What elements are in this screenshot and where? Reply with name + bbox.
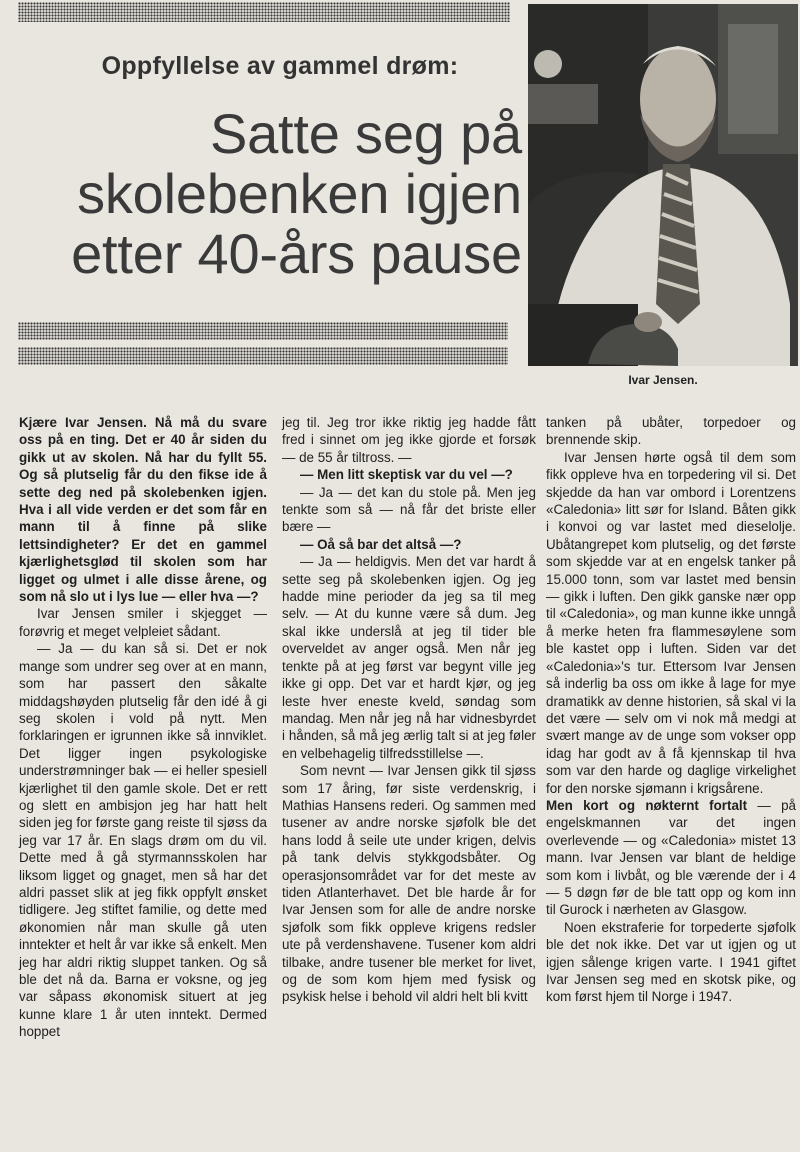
paragraph: tanken på ubåter, torpedoer og brennende skip. [546, 415, 796, 448]
article-kicker: Oppfyllelse av gammel drøm: [101, 52, 459, 80]
question: — Oå så bar det altså —? [300, 536, 462, 552]
paragraph: — Ja — det kan du stole på. Men jeg tenkte som så — nå får det briste eller bære — [282, 484, 536, 535]
paragraph: — Ja — heldigvis. Men det var hardt å sette seg på skolebenken igjen. Og jeg hadde mine perioder da jeg sa til meg selv. — At du kunne være så dum. Jeg skal ikke underslå at jeg til tider ble overveldet av anger også. Men når jeg tenkte på at jeg først var begynt ville jeg ikke gi opp. Det var et hardt kjør, og jeg leste hver eneste kveld, søndag som mandag. Men når jeg nå har vidnesbyrdet i hånden, så må jeg ærlig talt si at jeg føler en velbehagelig tilfredsstillelse —. [282, 554, 536, 761]
question: — Men litt skeptisk var du vel —? [300, 467, 513, 483]
portrait-photo [528, 4, 798, 366]
article-column-2 [282, 414, 536, 1006]
hatch-band-2 [18, 347, 508, 365]
photo-caption: Ivar Jensen. [628, 373, 698, 387]
article-column-3 [546, 414, 796, 1006]
lead-paragraph: Kjære Ivar Jensen. Nå må du svare oss på en ting. Det er 40 år siden du gikk ut av skolen. Nå har du fyllt 55. Og så plutselig får du den fikse ide å sette deg ned på skolebenken igjen. Hva i all vide verden er det som får en mann til å finne på slike lettsindigheter? Er det en gammel kjærlighetsglød til skolen som har ligget og ulmet i alle disse årene, og som nå slo ut i lys lue — eller hva —? [19, 415, 267, 605]
paragraph: jeg til. Jeg tror ikke riktig jeg hadde fått fred i sinnet om jeg ikke gjorde et forsøk — de 55 år tiltross. — [282, 415, 536, 465]
headline-line-3: etter 40-års pause [71, 222, 522, 285]
top-hatch-band [18, 2, 510, 22]
portrait-illustration [528, 4, 798, 366]
paragraph-subhead: Men kort og nøkternt fortalt — på engelskmannen var det ingen overlevende — og «Caledonia» mistet 13 mann. Ivar Jensen var blant de heldige som kom i livbåt, og ble værende der i 4 — 5 døgn før de ble tatt opp og kom inn til Gurock i nærheten av Glasgow. [546, 797, 796, 918]
hatch-band-1 [18, 322, 508, 340]
paragraph: Ivar Jensen smiler i skjegget — forøvrig et meget velpleiet sådant. [19, 606, 267, 639]
article-headline [0, 104, 522, 284]
paragraph: — Ja — du kan så si. Det er nok mange som undrer seg over at en mann, som har passert den såkalte middagshøyden plutselig får den idé å gi seg skolen i vold på nytt. Men forklaringen er igrunnen ikke så innviklet. Det ligger ingen psykologiske understrømninger bak — ei heller spesiell kjærlighet til den gamle skole. Det er rett og slett en ambisjon jeg har hatt helt siden jeg for første gang reiste til sjøss da jeg var 17 år. En slags drøm om du vil. Dette med å gå styrmannsskolen har liksom ligget og gnaget, men så har det aldri passet slik at jeg fikk oppfylt ønsket tidligere. Jeg stiftet familie, og dette med økonomien når man skulle gå uten inntekter et helt år var ikke så enkelt. Men jeg har aldri riktig sluppet tanken. Og så ble det nå da. Barna er voksne, og jeg var såpass økonomisk situert at jeg kunne klare 1 år uten inntekt. Dermed hoppet [19, 641, 267, 1040]
subhead-lead: Men kort og nøkternt fortalt [546, 797, 748, 813]
article-column-1 [19, 414, 267, 1041]
headline-line-2: skolebenken igjen [77, 162, 522, 225]
paragraph: Ivar Jensen hørte også til dem som fikk oppleve hva en torpedering vil si. Det skjedde da han var ombord i Lorentzens «Caledonia» litt sør for Island. Båten gikk i konvoi og var lastet med dieselolje. Ubåtangrepet kom plutselig, og det første som skjedde var at en engelsk tanker på 15.000 tonn, som var lastet med bensin — gikk i luften. Den gikk ganske nær opp til «Caledonia», og man kunne ikke unngå å merke heten fra flammesøylene som ble kastet opp i luften. Siden var det «Caledonia»'s tur. Ettersom Ivar Jensen så inderlig ba oss om ikke å lage for mye dramatikk av denne historien, så skal vi la det være — selv om vi nok må medgi at svært mange av de unge som vokser opp idag har godt av å få kjennskap til hva som var den harde og daglige virkelighet for den norske sjømann i krigsårene. [546, 449, 796, 796]
headline-line-1: Satte seg på [209, 102, 522, 165]
paragraph: Noen ekstraferie for torpederte sjøfolk ble det nok ikke. Det var ut igjen og ut igjen sålenge krigen varte. I 1941 giftet Ivar Jensen seg med en skotsk pike, og kom først hjem til Norge i 1947. [546, 919, 796, 1005]
paragraph: Som nevnt — Ivar Jensen gikk til sjøss som 17 åring, før siste verdenskrig, i Mathias Hansens rederi. Og sammen med tusener av andre norske sjøfolk ble det hans lodd å seile ute under krigen, delvis på tank delvis stykkgodsbåter. Og operasjonsområdet var for det meste av tiden Atlanterhavet. Det ble harde år for Ivar Jensen som for alle de andre norske sjøfolk som fikk oppleve krigens redsler ute på verdenshavene. Tusener kom aldri tilbake, andre tusener ble merket for livet, og de som kom hjem med fysisk og psykisk helse i behold vil aldri helt bli kvitt [282, 763, 536, 1005]
